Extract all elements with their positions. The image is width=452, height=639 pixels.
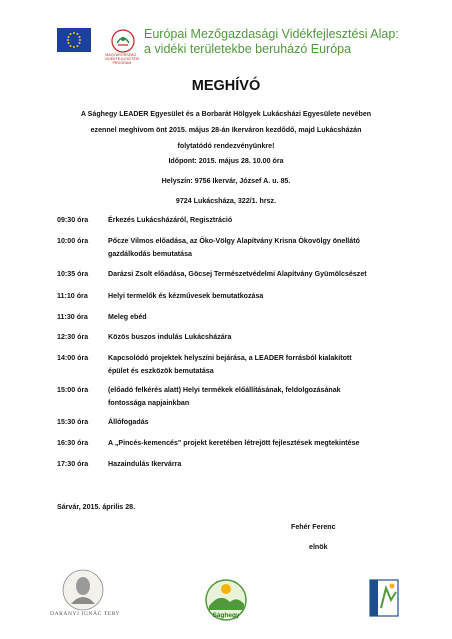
program-item: Pőcze Vilmos előadása, az Öko-Völgy Alapítvány Krisna Ökovölgy önellátó gazdálkodás bemutatása: [108, 237, 360, 258]
eu-flag-logo: [57, 28, 91, 52]
intro-line-2: ezennel meghívom önt 2015. május 28-án Ikerváron kezdődő, majd Lukácsházán: [90, 126, 362, 134]
hungary-logo-caption: MAGYARORSZÁG · VIDÉKFEJLESZTÉSI PROGRAM: [104, 53, 140, 65]
program-item: A „Pincés-kemencés" projekt keretében létrejött fejlesztések megtekintése: [108, 439, 360, 447]
leader-logo: [366, 578, 402, 618]
signer-title: elnök: [309, 543, 328, 551]
svg-text:Sághegy: Sághegy: [212, 612, 240, 619]
place-date: Sárvár, 2015. április 28.: [57, 503, 136, 511]
daranyi-logo-caption: DARÁNYI IGNÁC TERV: [50, 611, 121, 617]
intro-line-3: folytatódó rendezvényünkre!: [177, 142, 275, 150]
program-time: 12:30 óra: [57, 333, 89, 341]
intro-line-1: A Sághegy LEADER Egyesület és a Borbarát Hölgyek Lukácsházi Egyesülete nevében: [80, 110, 372, 118]
program-item: Érkezés Lukácsházáról, Regisztráció: [108, 216, 233, 224]
program-time: 17:30 óra: [57, 460, 89, 468]
header-line-1: Európai Mezőgazdasági Vidékfejlesztési Alap:: [144, 27, 399, 41]
venue-1: Helyszín: 9756 Ikervár, József A. u. 85.: [161, 177, 291, 185]
venue-2: 9724 Lukácsháza, 322/1. hrsz.: [175, 197, 277, 205]
program-time: 10:00 óra: [57, 237, 89, 245]
program-item: Helyi termelők és kézművesek bemutatkozása: [108, 292, 264, 300]
program-time: 09:30 óra: [57, 216, 89, 224]
saghegy-leader-logo: [204, 578, 248, 622]
program-time: 15:00 óra: [57, 386, 89, 394]
program-item: Állófogadás: [108, 418, 149, 426]
program-item: Meleg ebéd: [108, 313, 147, 321]
program-item: Kapcsolódó projektek helyszíni bejárása, a LEADER forrásból kialakított épület és eszközök bemutatása: [108, 354, 352, 375]
program-item: Hazaindulás Ikervárra: [108, 460, 182, 468]
program-time: 15:30 óra: [57, 418, 89, 426]
program-time: 14:00 óra: [57, 354, 89, 362]
page-title: MEGHÍVÓ: [191, 78, 261, 94]
header-line-2: a vidéki területekbe beruházó Európa: [144, 42, 352, 56]
program-time: 10:35 óra: [57, 270, 89, 278]
program-time: 11:10 óra: [57, 292, 88, 300]
event-date: Időpont: 2015. május 28. 10.00 óra: [168, 157, 284, 165]
signer-name: Fehér Ferenc: [291, 523, 336, 531]
program-item: (előadó felkérés alatt) Helyi termékek előállításának, feldolgozásának fontossága napjainkban: [108, 386, 341, 407]
program-time: 11:30 óra: [57, 313, 88, 321]
program-item: Közös buszos indulás Lukácsházára: [108, 333, 232, 341]
program-item: Darázsi Zsolt előadása, Göcsej Természetvédelmi Alapítvány Gyümölcsészet: [108, 270, 367, 278]
program-time: 16:30 óra: [57, 439, 89, 447]
